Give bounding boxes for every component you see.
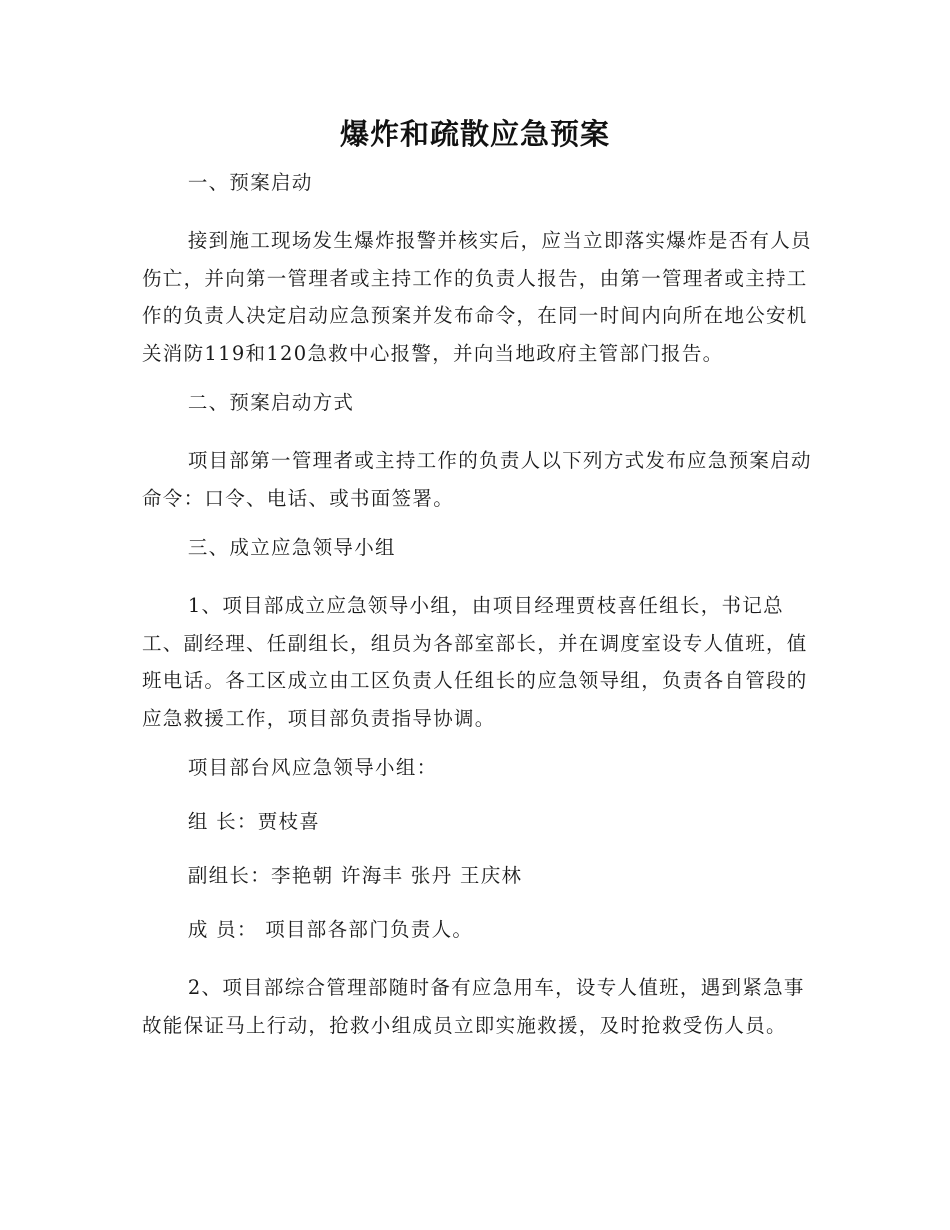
paragraph-activation-method: 项目部第一管理者或主持工作的负责人以下列方式发布应急预案启动命令：口令、电话、或书面签署。: [142, 449, 812, 510]
paragraph-plan-activation: 接到施工现场发生爆炸报警并核实后，应当立即落实爆炸是否有人员伤亡，并向第一管理者或主持工作的负责人报告，由第一管理者或主持工作的负责人决定启动应急预案并发布命令，在同一时间内向所在地公安机关消防119和120急救中心报警，并向当地政府主管部门报告。: [142, 229, 812, 365]
section-heading-1: 一、预案启动: [187, 171, 313, 194]
section-heading-3: 三、成立应急领导小组: [187, 536, 396, 559]
document-body: [142, 168, 812, 1060]
paragraph-deputy-leaders: 副组长：李艳朝 许海丰 张丹 王庆林: [187, 864, 523, 887]
paragraph-group-leader: 组 长：贾枝喜: [187, 810, 321, 833]
section-heading-2: 二、预案启动方式: [187, 391, 355, 414]
paragraph-emergency-vehicle: 2、项目部综合管理部随时备有应急用车，设专人值班，遇到紧急事故能保证马上行动，抢救小组成员立即实施救援，及时抢救受伤人员。: [142, 976, 805, 1037]
paragraph-members: 成 员： 项目部各部门负责人。: [187, 918, 474, 941]
paragraph-leadership-group: 1、项目部成立应急领导小组，由项目经理贾枝喜任组长，书记总工、副经理、任副组长，组员为各部室部长，并在调度室设专人值班，值班电话。各工区成立由工区负责人任组长的应急领导组，负责各自管段的应急救援工作，项目部负责指导协调。: [142, 594, 808, 730]
document-title: 爆炸和疏散应急预案: [339, 117, 610, 151]
paragraph-group-intro: 项目部台风应急领导小组：: [187, 756, 438, 779]
